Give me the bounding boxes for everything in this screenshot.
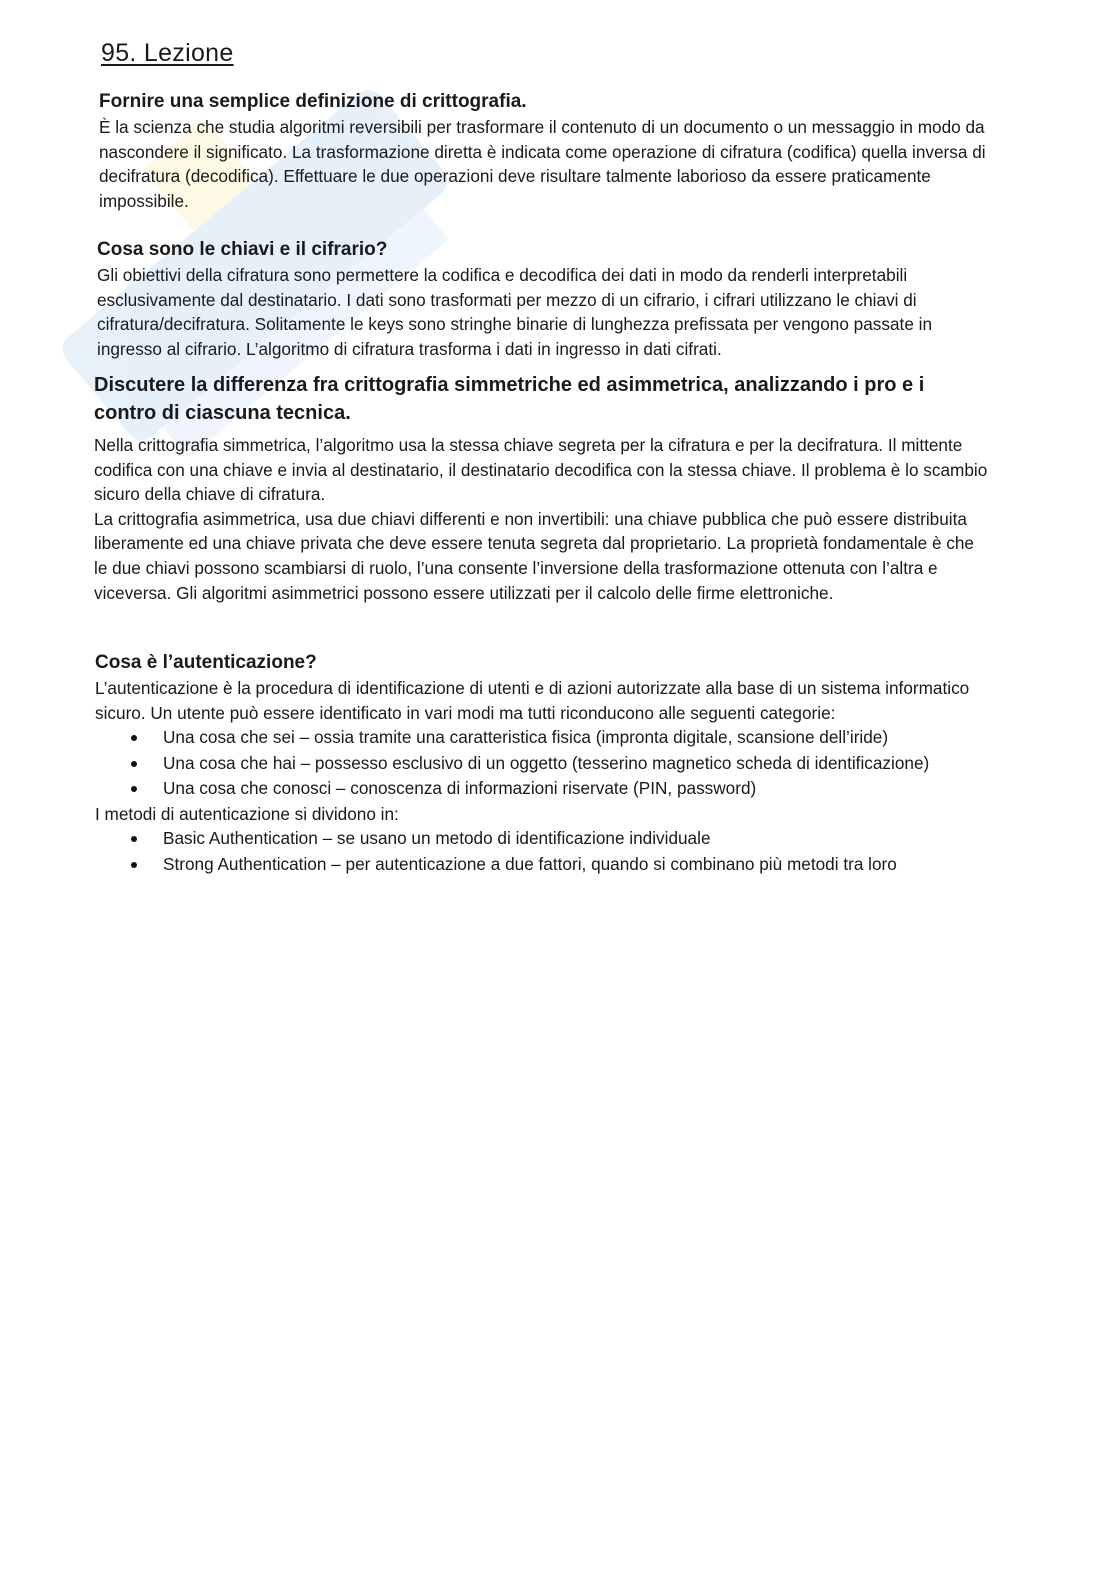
section-autenticazione (95, 650, 995, 877)
methods-list (95, 826, 995, 877)
question-heading: Cosa è l’autenticazione? (95, 652, 317, 673)
section-chiavi-cifrario (97, 237, 997, 361)
list-item: Strong Authentication – per autenticazione a due fattori, quando si combinano più metodi tra loro (95, 852, 995, 878)
question-heading: Cosa sono le chiavi e il cifrario? (97, 239, 388, 260)
lesson-title: 95. Lezione (101, 39, 234, 67)
section-crittografia (99, 89, 994, 213)
answer-paragraph: È la scienza che studia algoritmi reversibili per trasformare il contenuto di un documento o un messaggio in modo da nascondere il significato. La trasformazione diretta è indicata come operazione di cifratura (codifica) quella inversa di decifratura (decodifica). Effettuare le due operazioni deve risultare talmente laborioso da essere praticamente impossibile. (99, 117, 986, 211)
answer-paragraph: Gli obiettivi della cifratura sono permettere la codifica e decodifica dei dati in modo da renderli interpretabili esclusivamente dal destinatario. I dati sono trasformati per mezzo di un cifrario, i cifrari utilizzano le chiavi di cifratura/decifratura. Solitamente le keys sono stringhe binarie di lunghezza prefissata per vengono passate in ingresso al cifrario. L’algoritmo di cifratura trasforma i dati in ingresso in dati cifrati. (97, 265, 933, 359)
question-heading: Discutere la differenza fra crittografia simmetriche ed asimmetrica, analizzando i pro e i contro di ciascuna tecnica. (94, 374, 925, 424)
section-simmetrica-asimmetrica (94, 371, 989, 605)
question-heading: Fornire una semplice definizione di crittografia. (99, 91, 527, 112)
list-item: Basic Authentication – se usano un metodo di identificazione individuale (95, 826, 995, 852)
answer-paragraph: L’autenticazione è la procedura di identificazione di utenti e di azioni autorizzate alla base di un sistema informatico sicuro. Un utente può essere identificato in vari modi ma tutti riconducono alle seguenti categorie: (95, 678, 970, 723)
categories-list (95, 725, 995, 802)
methods-intro: I metodi di autenticazione si dividono in: (95, 803, 399, 824)
answer-paragraph: La crittografia asimmetrica, usa due chiavi differenti e non invertibili: una chiave pubblica che può essere distribuita liberamente ed una chiave privata che deve essere tenuta segreta dal proprietario. La proprietà fondamentale è che le due chiavi possono scambiarsi di ruolo, l’una consente l’inversione della trasformazione ottenuta con l’altra e viceversa. Gli algoritmi asimmetrici possono essere utilizzati per il calcolo delle firme elettroniche. (94, 508, 974, 603)
list-item: Una cosa che sei – ossia tramite una caratteristica fisica (impronta digitale, scansione dell’iride) (95, 725, 995, 751)
list-item: Una cosa che conosci – conoscenza di informazioni riservate (PIN, password) (95, 776, 995, 802)
answer-paragraph: Nella crittografia simmetrica, l’algoritmo usa la stessa chiave segreta per la cifratura e per la decifratura. Il mittente codifica con una chiave e invia al destinatario, il destinatario decodifica con la stessa chiave. Il problema è lo scambio sicuro della chiave di cifratura. (94, 435, 988, 505)
list-item: Una cosa che hai – possesso esclusivo di un oggetto (tesserino magnetico scheda di identificazione) (95, 751, 995, 777)
